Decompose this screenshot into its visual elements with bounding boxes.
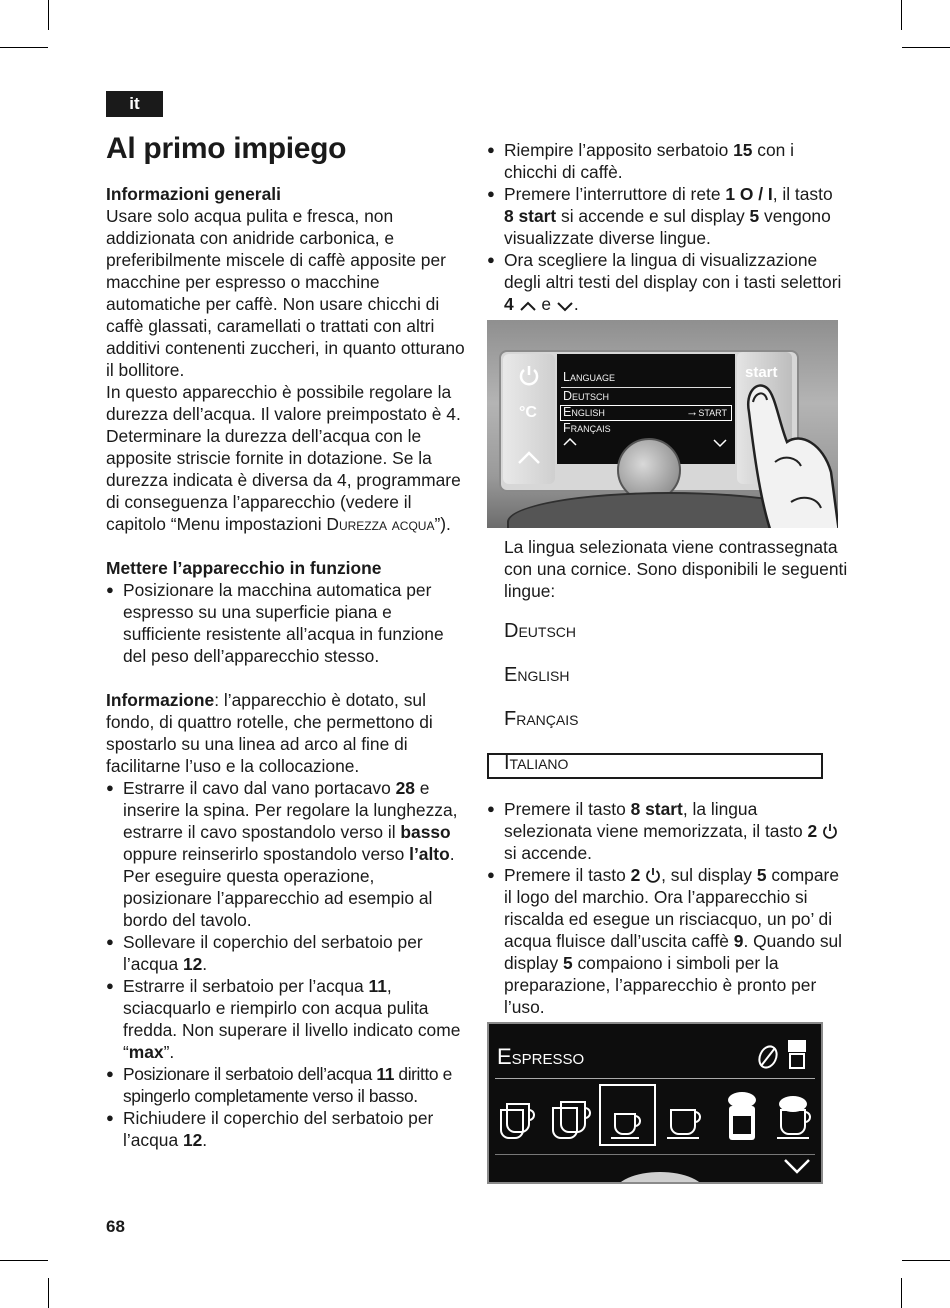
power-icon: [517, 364, 541, 388]
power-icon: [645, 867, 661, 883]
chevron-down-icon: [783, 1158, 811, 1174]
list-item: ● Premere l’interruttore di rete 1 O / I, il tasto 8 start si accende e sul display 5 vengono visualizzate diverse lingue.: [487, 183, 847, 249]
caption: La lingua selezionata viene contrassegnata con una cornice. Sono disponibili le seguenti lingue:: [504, 537, 848, 601]
right-column-bottom: [487, 798, 847, 1018]
espresso-display: [487, 1022, 823, 1184]
display-title: Espresso: [497, 1044, 585, 1069]
chevron-up-icon: [519, 300, 537, 312]
info-note: Informazione: l’apparecchio è dotato, sul fondo, di quattro rotelle, che permettono di spostarlo su una linea ad arco al fine di facilitarne l’uso e la collocazione.: [106, 690, 433, 776]
setup-list: [487, 139, 847, 315]
chevron-up-icon: [563, 437, 577, 447]
list-item: ● Sollevare il coperchio del serbatoio per l’acqua 12.: [106, 931, 468, 975]
screen-line: Deutsch: [563, 389, 610, 403]
display-divider: [495, 1078, 815, 1079]
bean-icon: [757, 1044, 779, 1070]
confirm-list: [487, 798, 847, 1018]
language-option: Français: [504, 708, 579, 730]
chevron-up-icon: [517, 450, 541, 466]
crop-mark: [0, 1260, 48, 1261]
chevron-down-icon: [556, 300, 574, 312]
crop-mark: [901, 0, 902, 30]
language-option: English: [504, 664, 570, 686]
list-item: ● Ora scegliere la lingua di visualizzazione degli altri testi del display con i tasti selettori 4 e .: [487, 249, 847, 315]
screen-line: English: [563, 405, 605, 419]
page-number: 68: [106, 1217, 125, 1236]
list-item: ● Estrarre il cavo dal vano portacavo 28 e inserire la spina. Per regolare la lunghezza, estrarre il cavo spostandolo verso il basso oppure reinserirlo spostandolo verso l’alto. Per eseguire questa operazione, posizionare l’apparecchio ad esempio al bordo del tavolo.: [106, 777, 468, 931]
screen-divider: [561, 387, 731, 388]
double-espresso-icon: [497, 1100, 539, 1140]
start-label: start: [745, 364, 778, 381]
section-heading-general: Informazioni generali: [106, 184, 281, 204]
list-item: ● Posizionare la macchina automatica per espresso su una superficie piana e sufficiente resistente all’acqua in funzione del peso dell’apparecchio stesso.: [106, 579, 468, 667]
display-photo: [487, 320, 838, 528]
powder-icon: [784, 1038, 810, 1070]
screen-action: →start: [685, 405, 727, 419]
crop-mark: [48, 0, 49, 30]
rotary-knob: [615, 1172, 705, 1184]
list-item: ● Premere il tasto 8 start, la lingua selezionata viene memorizzata, il tasto 2 si accende.: [487, 798, 847, 864]
espresso-icon: [609, 1110, 645, 1140]
list-item: ● Posizionare il serbatoio dell’acqua 11 diritto e spingerlo completamente verso il basso.: [106, 1063, 468, 1107]
crop-mark: [901, 1278, 902, 1308]
language-tag: it: [106, 91, 163, 117]
crop-mark: [48, 1278, 49, 1308]
screen-line: Français: [563, 421, 611, 435]
language-option-selected: Italiano: [504, 752, 569, 774]
language-option: Deutsch: [504, 620, 577, 642]
chevron-down-icon: [713, 438, 727, 448]
list-item: ● Richiudere il coperchio del serbatoio per l’acqua 12.: [106, 1107, 468, 1151]
list-item: ● Riempire l’apposito serbatoio 15 con i chicchi di caffè.: [487, 139, 847, 183]
left-buttons: [503, 354, 555, 484]
display-divider: [495, 1154, 815, 1155]
list-item: ● Estrarre il serbatoio per l’acqua 11, sciacquarlo e riempirlo con acqua pulita fredda. Non superare il livello indicato come “max”.: [106, 975, 468, 1063]
cappuccino-icon: [775, 1094, 817, 1140]
paragraph-hardness: In questo apparecchio è possibile regolare la durezza dell’acqua. Il valore preimpostato è 4. Determinare la durezza dell’acqua con le apposite striscie fornite in dotazione. Se la durezza indicata è diversa da 4, programmare di conseguenza l’apparecchio (vedere il capitolo “Menu impostazioni Durezza acqua”).: [106, 382, 461, 534]
section-heading-startup: Mettere l’apparecchio in funzione: [106, 558, 382, 578]
screen-line: Language: [563, 370, 615, 384]
left-column: [106, 183, 468, 1151]
latte-macchiato-icon: [725, 1090, 759, 1142]
power-icon: [822, 823, 838, 839]
crop-mark: [902, 47, 950, 48]
right-column-top: [487, 139, 847, 315]
temperature-label: °C: [519, 404, 537, 421]
startup-list: [106, 579, 468, 667]
steps-list: [106, 777, 468, 1151]
crop-mark: [902, 1260, 950, 1261]
page-title: Al primo impiego: [106, 132, 347, 165]
finger-illustration: [731, 362, 838, 528]
coffee-icon: [665, 1106, 705, 1140]
crop-mark: [0, 47, 48, 48]
paragraph-water: Usare solo acqua pulita e fresca, non addizionata con anidride carbonica, e preferibilmente miscele di caffè apposite per macchine per espresso o macchine automatiche per caffè. Non usare chicchi di caffè glassati, caramellati o trattati con altri additivi contenenti zuccheri, in quanto otturano il bollitore.: [106, 206, 465, 380]
list-item: ● Premere il tasto 2 , sul display 5 compare il logo del marchio. Ora l’apparecchio si riscalda ed esegue un risciacquo, un po’ di acqua fluisce dall’uscita caffè 9. Quando sul display 5 compaiono i simboli per la preparazione, l’apparecchio è pronto per l’uso.: [487, 864, 847, 1018]
double-coffee-icon: [549, 1100, 593, 1140]
